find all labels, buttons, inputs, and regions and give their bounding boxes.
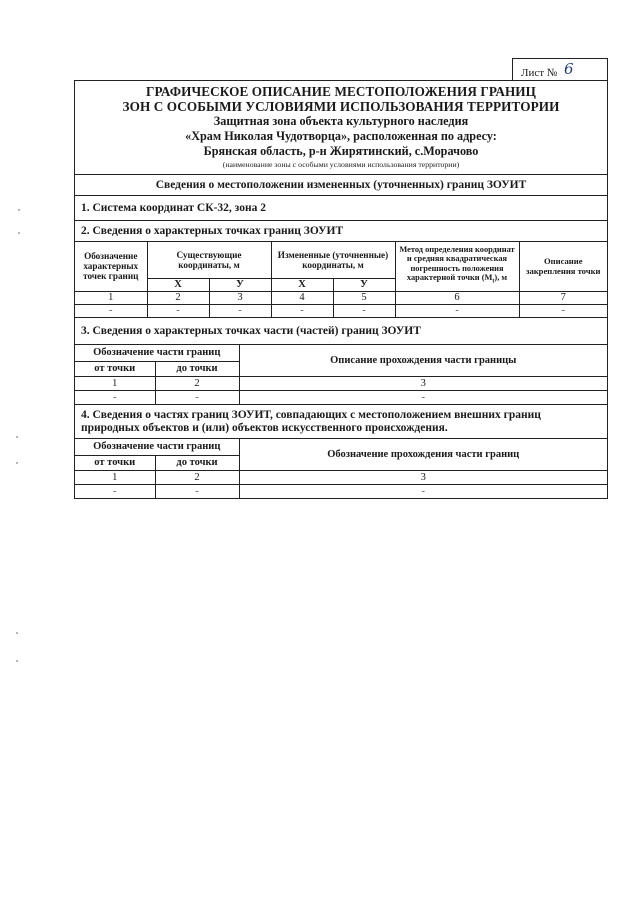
col-from: от точки [75,361,155,376]
index-cell: 4 [271,291,333,304]
data-cell: - [333,304,395,317]
section-2-title: 2. Сведения о характерных точках границ ЗОУИТ [75,221,607,242]
scan-speck [18,209,20,211]
sheet-label: Лист № [521,67,558,79]
table-row [75,470,607,484]
section-4-title: 4. Сведения о частях границ ЗОУИТ, совпадающих с местоположением внешних границ природных объектов и (или) объектов искусственного происхождения. [75,405,607,439]
table-row [75,291,607,304]
col-designation: Обозначение характерных точек границ [75,242,147,291]
section-3 [75,318,607,405]
data-cell: - [155,484,239,498]
data-cell: - [519,304,607,317]
table-row [75,390,607,404]
index-cell: 3 [239,376,607,390]
points-table [75,242,607,317]
col-y-existing: У [209,278,271,291]
object-line-3: Брянская область, р-н Жирятинский, с.Морачово [203,144,479,158]
scan-speck [18,232,20,234]
col-description: Описание прохождения части границы [239,345,607,377]
index-cell: 1 [75,291,147,304]
index-cell: 2 [155,470,239,484]
object-line-1: Защитная зона объекта культурного наследия [213,114,469,128]
index-cell: 2 [147,291,209,304]
document-header [75,81,607,175]
data-cell: - [147,304,209,317]
data-cell: - [75,390,155,404]
title-line-1: ГРАФИЧЕСКОЕ ОПИСАНИЕ МЕСТОПОЛОЖЕНИЯ ГРАНИЦ [145,84,537,99]
section-1-title: 1. Система координат СК-32, зона 2 [75,196,607,221]
document-form [74,80,608,499]
table-row [75,484,607,498]
index-cell: 5 [333,291,395,304]
col-to: до точки [155,361,239,376]
scan-speck [16,632,18,634]
sheet-number: 6 [564,60,574,78]
index-cell: 2 [155,376,239,390]
col-part: Обозначение части границ [75,345,239,362]
col-from: от точки [75,455,155,470]
col-description: Обозначение прохождения части границ [239,439,607,471]
title-line-2: ЗОН С ОСОБЫМИ УСЛОВИЯМИ ИСПОЛЬЗОВАНИЯ ТЕРРИТОРИИ [122,99,560,114]
index-cell: 3 [209,291,271,304]
data-cell: - [209,304,271,317]
sheet-number-box [512,58,608,80]
parts-table [75,345,607,404]
data-cell: - [75,304,147,317]
col-changed: Измененные (уточненные) координаты, м [271,242,395,278]
index-cell: 6 [395,291,519,304]
section-0-title: Сведения о местоположении измененных (уточненных) границ ЗОУИТ [75,175,607,196]
section-2 [75,221,607,318]
col-method: Метод определения координат и средняя квадратическая погрешность положения характерной точки $(M_t)$, м [395,242,519,291]
table-row [75,304,607,317]
scan-speck [16,436,18,438]
zone-caption: (наименование зоны с особыми условиями использования территории) [222,160,460,169]
col-existing: Существующие координаты, м [147,242,271,278]
scan-speck [16,660,18,662]
data-cell: - [75,484,155,498]
col-fixing: Описание закрепления точки [519,242,607,291]
data-cell: - [395,304,519,317]
col-part: Обозначение части границ [75,439,239,456]
col-x-existing: X [147,278,209,291]
object-line-2: «Храм Николая Чудотворца», расположенная по адресу: [185,129,497,143]
natural-parts-table [75,439,607,498]
index-cell: 3 [239,470,607,484]
section-3-title: 3. Сведения о характерных точках части (частей) границ ЗОУИТ [75,318,607,345]
section-4 [75,405,607,498]
data-cell: - [239,390,607,404]
index-cell: 1 [75,470,155,484]
data-cell: - [239,484,607,498]
scan-speck [16,462,18,464]
data-cell: - [271,304,333,317]
col-y-changed: У [333,278,395,291]
index-cell: 7 [519,291,607,304]
col-to: до точки [155,455,239,470]
table-row [75,376,607,390]
index-cell: 1 [75,376,155,390]
col-x-changed: X [271,278,333,291]
data-cell: - [155,390,239,404]
